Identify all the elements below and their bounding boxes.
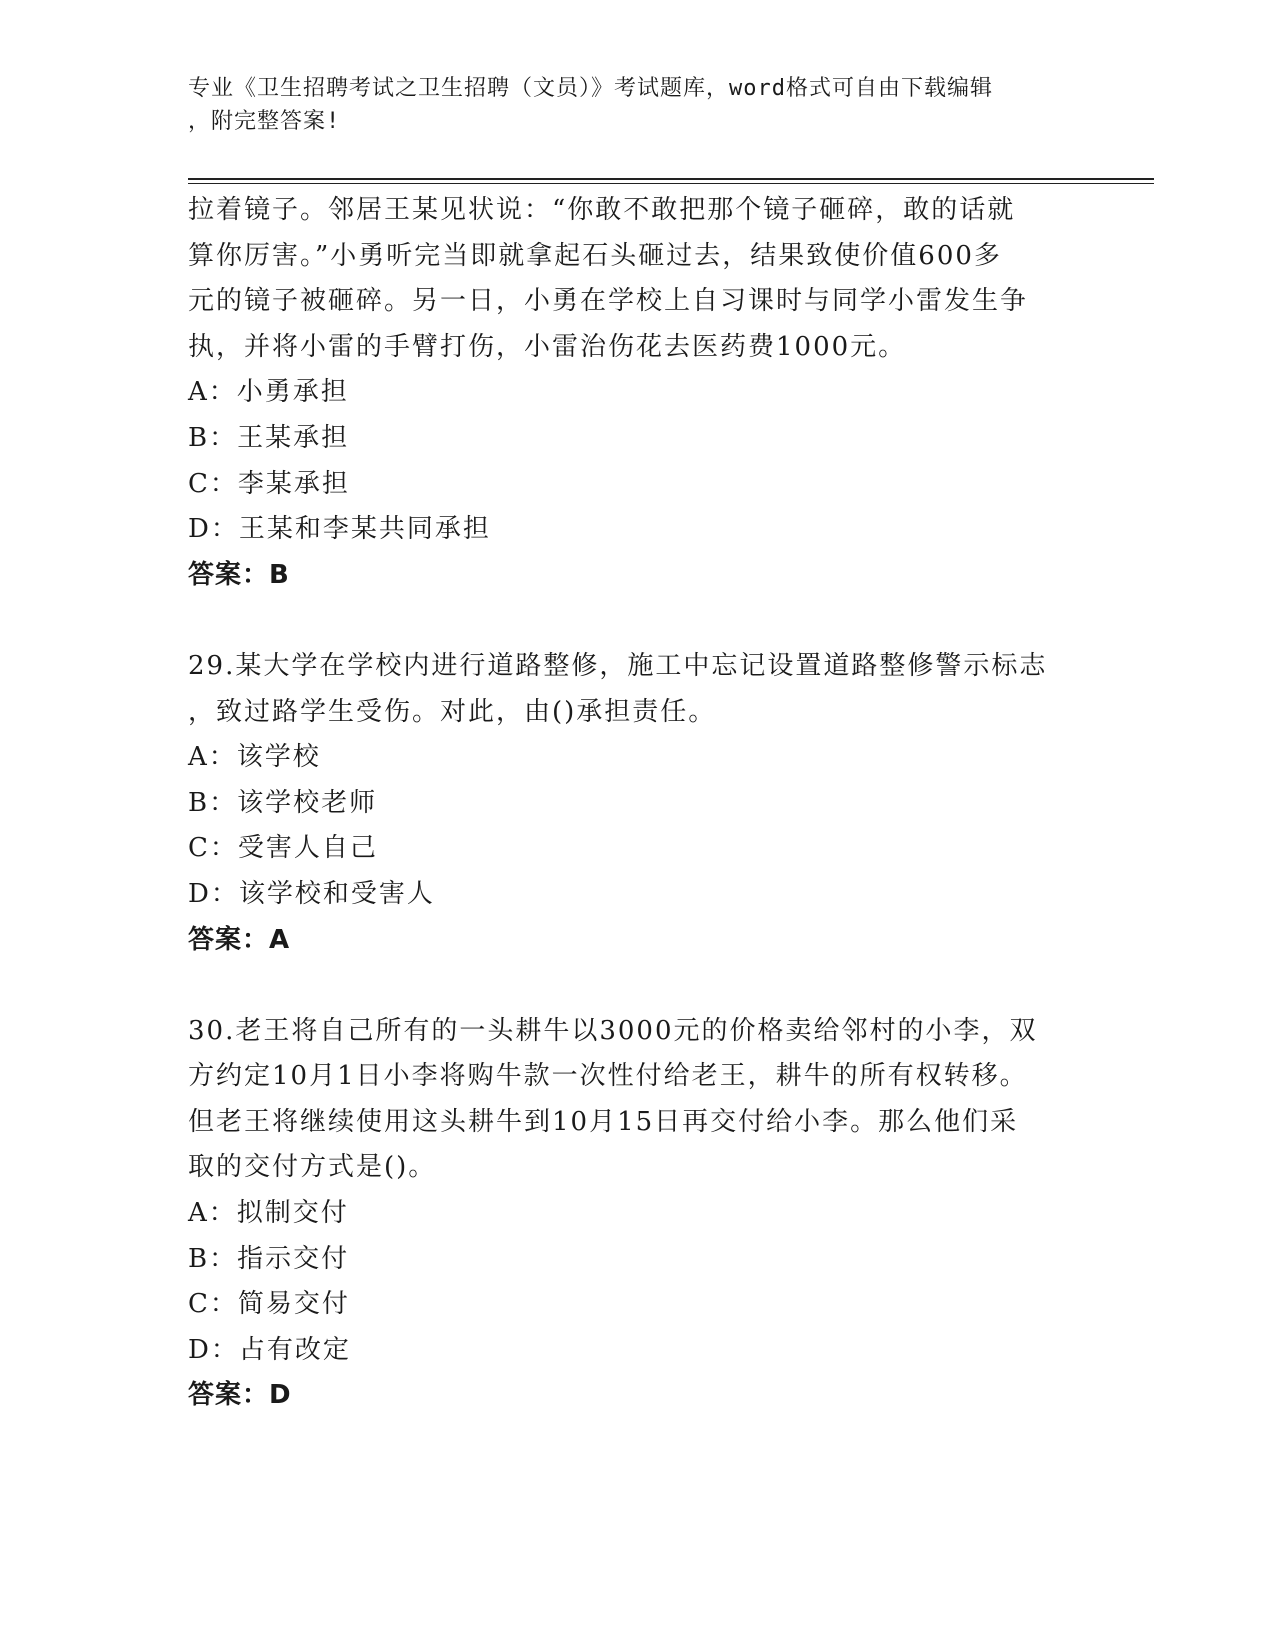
question-stem-line: 拉着镜子。邻居王某见状说：“你敢不敢把那个镜子砸碎，敢的话就 — [188, 195, 1016, 225]
option-c: C：简易交付 — [188, 1289, 350, 1320]
answer: 答案：D — [188, 1380, 292, 1411]
question-29 — [188, 644, 1088, 963]
header-divider — [188, 178, 1154, 184]
question-stem-line: ，致过路学生受伤。对此，由()承担责任。 — [188, 696, 717, 727]
option-b: B：王某承担 — [188, 422, 350, 453]
spacer — [188, 963, 1088, 1009]
option-b: B：该学校老师 — [188, 787, 378, 818]
question-28 — [188, 188, 1088, 598]
question-stem-line: 取的交付方式是()。 — [188, 1152, 437, 1183]
answer: 答案：B — [188, 559, 290, 590]
question-stem-line: 但老王将继续使用这头耕牛到10月15日再交付给小李。那么他们采 — [188, 1106, 1019, 1137]
question-stem-line: 方约定10月1日小李将购牛款一次性付给老王，耕牛的所有权转移。 — [188, 1061, 1028, 1092]
question-stem-line: 执，并将小雷的手臂打伤，小雷治伤花去医药费1000元。 — [188, 331, 907, 362]
option-a: A：小勇承担 — [188, 377, 349, 408]
header-line-1: 专业《卫生招聘考试之卫生招聘（文员）》考试题库，word格式可自由下载编辑 — [188, 76, 993, 101]
question-stem-line: 29.某大学在学校内进行道路整修，施工中忘记设置道路整修警示标志 — [188, 650, 1048, 681]
answer: 答案：A — [188, 924, 291, 955]
option-b: B：指示交付 — [188, 1243, 350, 1274]
option-a: A：拟制交付 — [188, 1198, 349, 1229]
page-header — [188, 72, 1068, 138]
question-stem-line: 元的镜子被砸碎。另一日，小勇在学校上自习课时与同学小雷发生争 — [188, 286, 1029, 317]
question-content — [188, 188, 1088, 1419]
question-stem-line: 算你厉害。”小勇听完当即就拿起石头砸过去，结果致使价值600多 — [188, 240, 1002, 271]
header-line-2: ，附完整答案! — [188, 109, 341, 134]
option-c: C：受害人自己 — [188, 833, 378, 864]
option-d: D：占有改定 — [188, 1334, 351, 1365]
option-c: C：李某承担 — [188, 468, 350, 499]
option-a: A：该学校 — [188, 742, 321, 773]
question-stem-line: 30.老王将自己所有的一头耕牛以3000元的价格卖给邻村的小李，双 — [188, 1015, 1038, 1046]
question-30 — [188, 1009, 1088, 1419]
spacer — [188, 598, 1088, 644]
option-d: D：该学校和受害人 — [188, 878, 435, 909]
option-d: D：王某和李某共同承担 — [188, 514, 491, 545]
